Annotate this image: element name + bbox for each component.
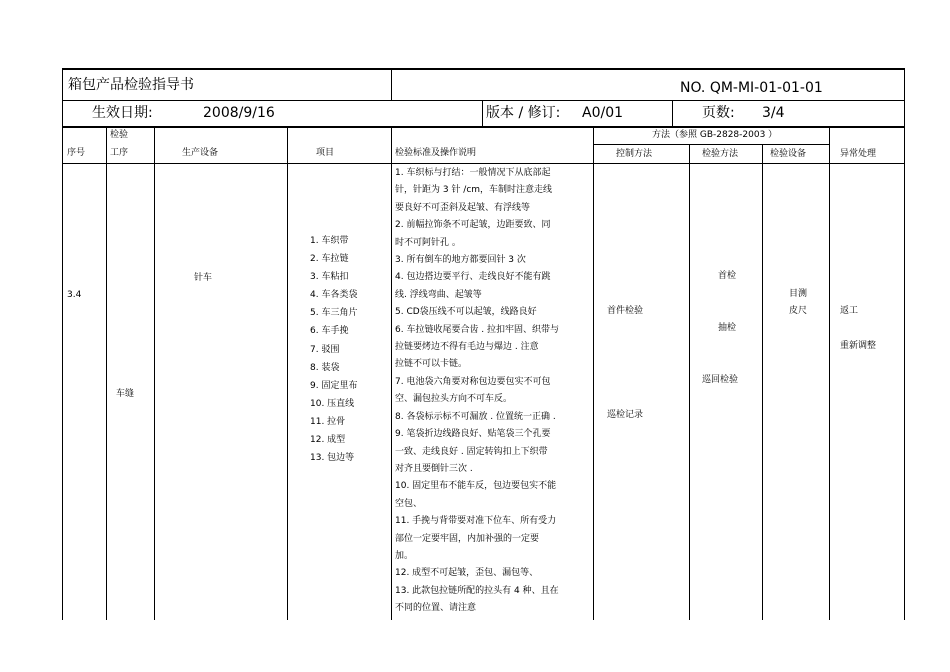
list-item: 对齐且要倒针三次 .: [395, 463, 473, 474]
list-item: 1. 车织带: [310, 236, 349, 246]
list-item: 空包、: [395, 498, 423, 509]
effective-date-label: 生效日期:: [92, 105, 153, 121]
list-item: 不同的位置、请注意: [395, 603, 477, 614]
header-item: 项目: [316, 148, 335, 158]
list-item: 拉链不可以卡链。: [395, 359, 468, 370]
header-inspection-method: 检验方法: [702, 149, 739, 159]
list-item: 8. 装袋: [310, 362, 340, 373]
row-process: 车缝: [116, 389, 135, 399]
rule-below-meta: [62, 126, 905, 128]
list-item: 针，针距为 3 针 /cm，车制时注意走线: [395, 185, 553, 196]
divider-meta-pages: [672, 100, 673, 127]
rule-below-column-headers: [62, 163, 905, 164]
pages-value: 3/4: [762, 105, 785, 121]
header-control-method: 控制方法: [616, 149, 653, 159]
list-item: 2. 车拉链: [310, 254, 349, 265]
col-divider-item: [391, 127, 392, 620]
rule-top: [62, 68, 905, 70]
header-equipment: 生产设备: [182, 148, 219, 158]
row-equipment: 针车: [194, 273, 213, 283]
list-item: 拉链要烤边不得有毛边与爆边 . 注意: [395, 342, 539, 353]
list-item: 11. 拉骨: [310, 416, 346, 427]
list-item: 12. 成型: [310, 435, 346, 446]
abnormal-readjust: 重新调整: [840, 341, 877, 351]
list-item: 9. 固定里布: [310, 380, 358, 391]
list-item: 5. CD袋压线不可以起皱，线路良好: [395, 307, 537, 318]
inspection-equipment-tape: 皮尺: [789, 306, 808, 316]
pages-label: 页数:: [702, 105, 735, 121]
list-item: 10. 压直线: [310, 398, 355, 409]
list-item: 7. 驳围: [310, 344, 340, 355]
standard-list: [395, 165, 559, 618]
list-item: 4. 车各类袋: [310, 290, 358, 301]
list-item: 时不可阿针孔 。: [395, 237, 461, 248]
list-item: 部位一定要牢固，内加补强的一定要: [395, 533, 540, 544]
header-inspection-equipment: 检验设备: [770, 149, 807, 159]
document-title: 箱包产品检验指导书: [68, 77, 194, 93]
list-item: 8. 各袋标示标不可漏放 . 位置统一正确 .: [395, 411, 556, 422]
row-seq: 3.4: [67, 290, 82, 300]
abnormal-rework: 返工: [840, 306, 859, 316]
border-right: [904, 68, 905, 620]
header-step-line2: 工序: [110, 148, 129, 158]
header-step-line1: 检验: [110, 130, 129, 140]
list-item: 3. 车粘扣: [310, 272, 349, 283]
header-seq: 序号: [67, 148, 86, 158]
list-item: 3. 所有倒车的地方都要回针 3 次: [395, 255, 526, 266]
control-method-first: 首件检验: [607, 306, 644, 316]
list-item: 7. 电池袋六角要对称包边要包实不可包: [395, 376, 551, 387]
header-abnormal: 异常处理: [840, 149, 877, 159]
inspection-equipment-visual: 目测: [789, 289, 808, 299]
rule-method-group: [593, 144, 829, 145]
divider-title: [391, 68, 392, 100]
divider-meta-version: [482, 100, 483, 127]
list-item: 9. 笔袋折边线路良好、贴笔袋三个孔要: [395, 429, 551, 440]
list-item: 2. 前幅拉饰条不可起皱，边距要致、同: [395, 220, 551, 231]
col-divider-inspection: [762, 144, 763, 620]
list-item: 12. 成型不可起皱，歪包、漏包等、: [395, 568, 539, 579]
list-item: 1. 车织标与打结：一般情况下从底部起: [395, 168, 551, 178]
control-method-patrol: 巡检记录: [607, 410, 644, 420]
col-divider-standard: [593, 127, 594, 620]
document-number: NO. QM-MI-01-01-01: [680, 80, 823, 96]
effective-date-value: 2008/9/16: [203, 105, 275, 121]
list-item: 4. 包边搭边要平行、走线良好不能有跳: [395, 272, 551, 283]
col-divider-equipment: [287, 127, 288, 620]
list-item: 5. 车三角片: [310, 308, 358, 319]
border-left: [62, 68, 63, 620]
list-item: 13. 包边等: [310, 453, 355, 464]
item-list: [310, 232, 357, 467]
header-method-group: 方法（参照 GB-2828-2003 ）: [652, 130, 778, 140]
list-item: 6. 车手挽: [310, 326, 349, 337]
list-item: 11. 手挽与背带要对准下位车、所有受力: [395, 516, 557, 527]
header-standard: 检验标准及操作说明: [395, 148, 477, 158]
list-item: 13. 此款包拉链所配的拉头有 4 种、且在: [395, 585, 559, 596]
inspection-method-first: 首检: [718, 271, 737, 281]
list-item: 线. 浮线弯曲、起皱等: [395, 289, 482, 300]
col-divider-control: [689, 144, 690, 620]
inspection-method-patrol: 巡回检验: [702, 375, 739, 385]
list-item: 10. 固定里布不能车反，包边要包实不能: [395, 481, 557, 492]
list-item: 空、漏包拉头方向不可车反。: [395, 394, 513, 405]
list-item: 6. 车拉链收尾要合齿 . 拉扣牢固、织带与: [395, 324, 560, 335]
inspection-guide-document: [62, 68, 905, 620]
rule-below-title: [62, 100, 905, 101]
list-item: 加。: [395, 550, 414, 561]
inspection-method-sampling: 抽检: [718, 323, 737, 333]
col-divider-seq: [106, 127, 107, 620]
list-item: 一致、走线良好 . 固定转钩扣上下织带: [395, 446, 548, 457]
col-divider-step: [154, 127, 155, 620]
list-item: 要良好不可歪斜及起皱、有浮线等: [395, 202, 531, 213]
version-label: 版本 / 修订:: [486, 105, 561, 121]
version-value: A0/01: [582, 105, 624, 121]
col-divider-abnormal: [829, 127, 830, 620]
